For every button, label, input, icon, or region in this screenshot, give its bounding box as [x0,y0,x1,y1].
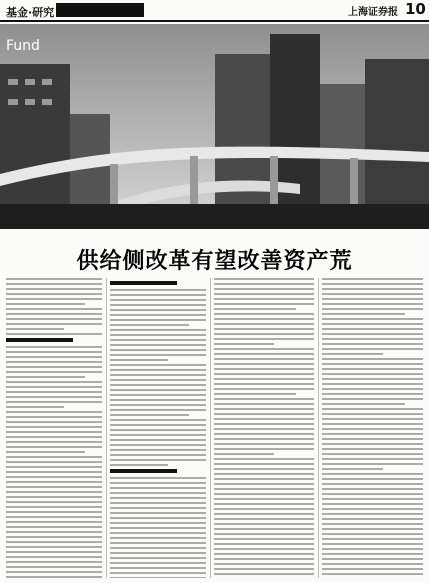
column-separator [318,278,319,578]
lead-photo [0,24,429,229]
paper-name: 上海证券报 [348,7,398,18]
article-column-3 [214,278,314,578]
fund-label: Fund [6,38,40,54]
column-separator [210,278,211,578]
article-column-2 [110,278,206,578]
headline: 供给侧改革有望改善资产荒 [76,248,353,274]
section-name: 基金·研究 [6,6,55,19]
page-header [0,0,429,20]
section-info-box [56,3,144,17]
subheading [110,469,177,473]
article-column-4 [322,278,423,578]
lead-photo-graphic [0,24,429,229]
article-column-1 [6,278,102,578]
column-separator [106,278,107,578]
header-rule [0,20,429,22]
subheading [110,281,177,285]
subheading [6,338,73,342]
page-number: 10 [405,0,426,18]
